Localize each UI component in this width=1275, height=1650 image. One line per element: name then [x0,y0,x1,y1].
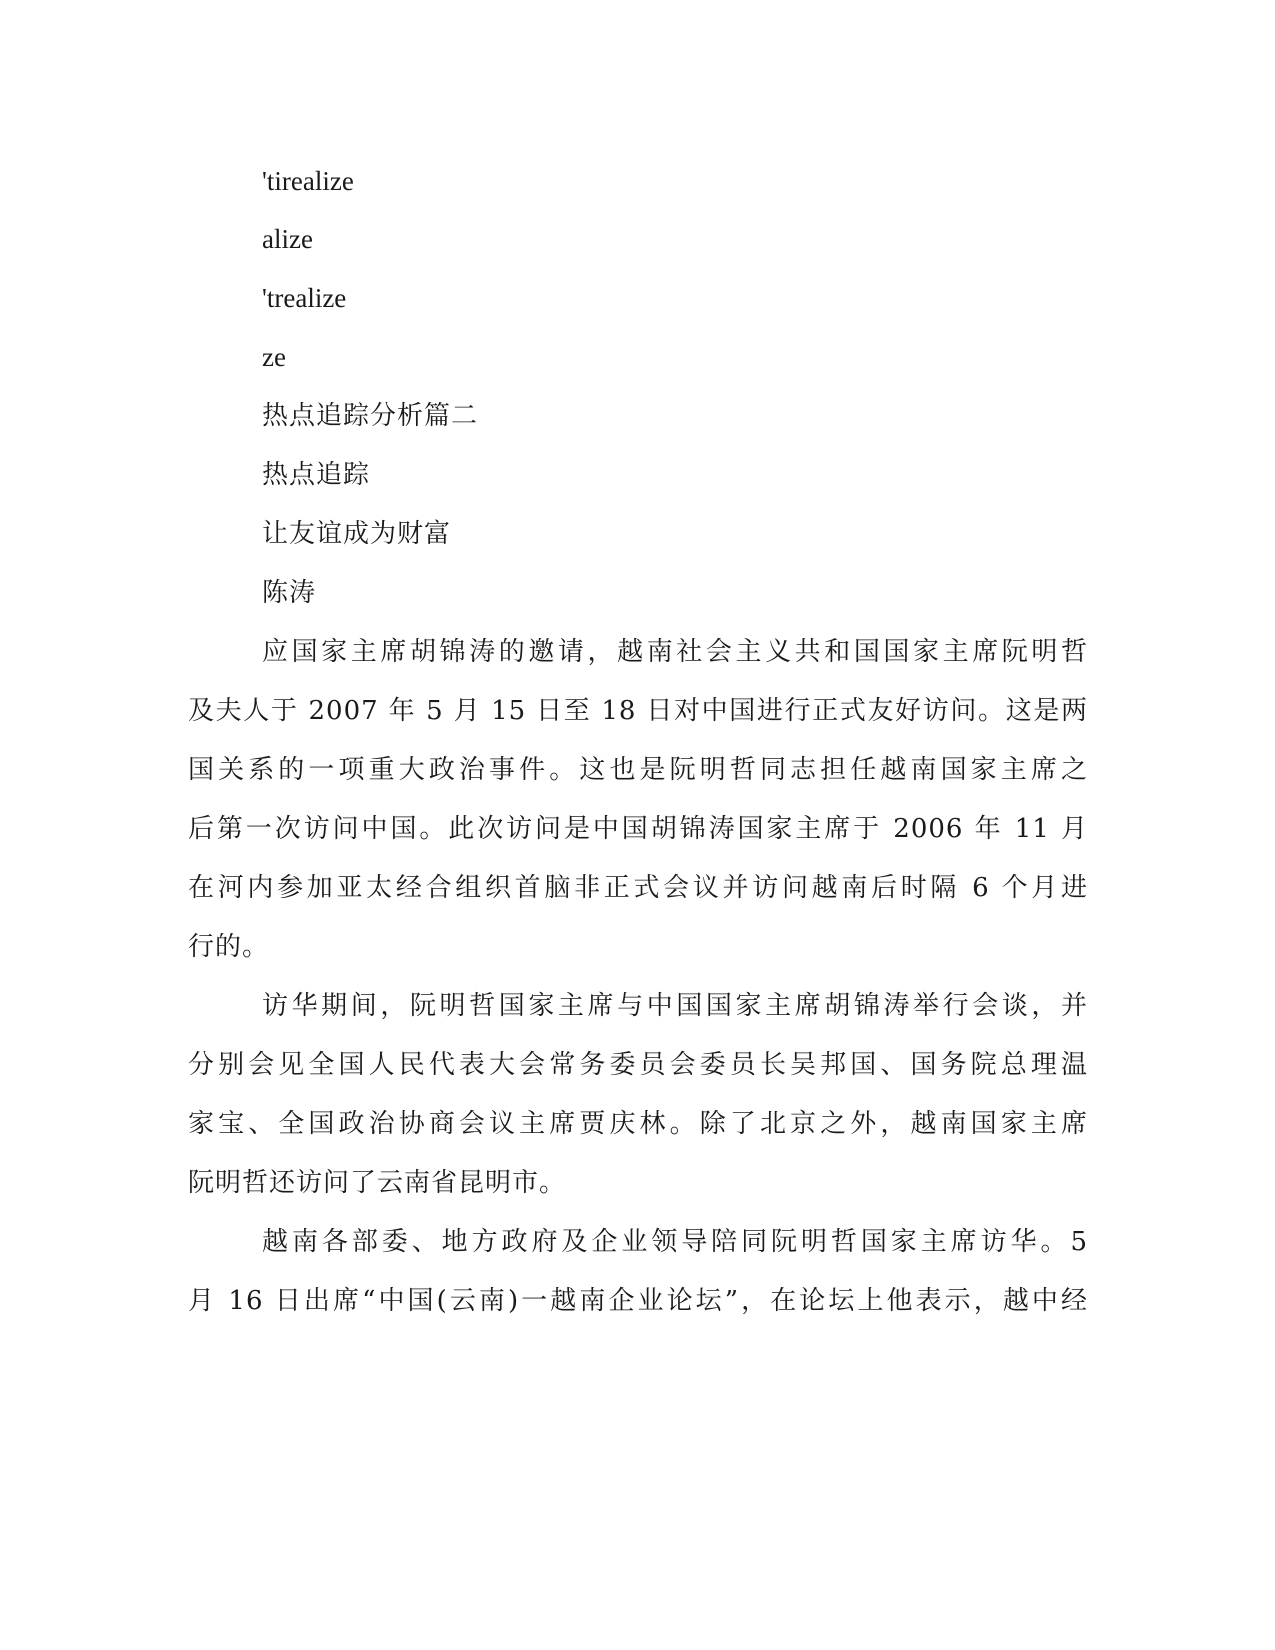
paragraph-line: 阮明哲还访问了云南省昆明市。 [188,1168,567,1198]
paragraph-line: 越南各部委、地方政府及企业领导陪同阮明哲国家主席访华。5 [262,1227,1088,1257]
paragraph-line: 及夫人于 2007 年 5 月 15 日至 18 日对中国进行正式友好访问。这是两 [188,696,1088,726]
text-line: 'tirealize [262,166,354,196]
paragraph-line: 在河内参加亚太经合组织首脑非正式会议并访问越南后时隔 6 个月进 [188,873,1088,903]
paragraph-line: 分别会见全国人民代表大会常务委员会委员长吴邦国、国务院总理温 [188,1050,1088,1080]
paragraph-line: 月 16 日出席“中国(云南)一越南企业论坛”，在论坛上他表示，越中经 [188,1286,1088,1316]
column-title: 热点追踪 [262,460,371,490]
paragraph-line: 国关系的一项重大政治事件。这也是阮明哲同志担任越南国家主席之 [188,755,1088,785]
paragraph-line: 应国家主席胡锦涛的邀请，越南社会主义共和国国家主席阮明哲 [262,637,1088,667]
section-heading: 热点追踪分析篇二 [262,401,479,431]
paragraph-line: 行的。 [188,932,270,962]
article-author: 陈涛 [262,578,317,608]
paragraph-line: 访华期间，阮明哲国家主席与中国国家主席胡锦涛举行会谈，并 [262,991,1088,1021]
text-line: ze [262,342,286,372]
article-title: 让友谊成为财富 [262,519,452,549]
text-line: alize [262,224,313,254]
paragraph-line: 后第一次访问中国。此次访问是中国胡锦涛国家主席于 2006 年 11 月 [188,814,1088,844]
paragraph-line: 家宝、全国政治协商会议主席贾庆林。除了北京之外，越南国家主席 [188,1109,1088,1139]
text-line: 'trealize [262,283,347,313]
